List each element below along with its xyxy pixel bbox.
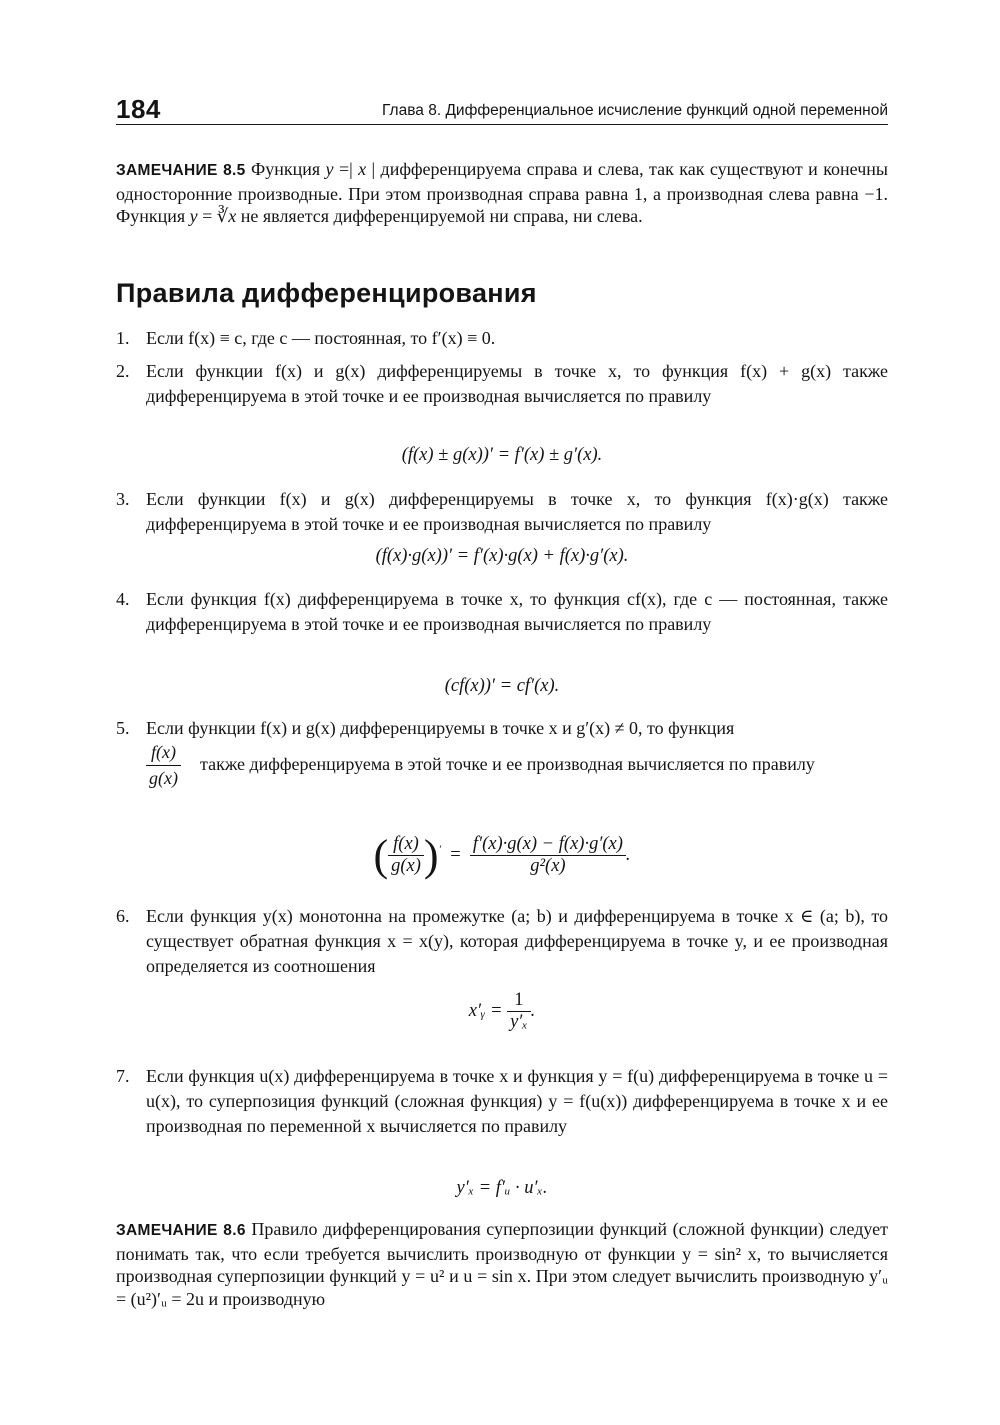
formula-end: . — [530, 1000, 536, 1021]
fraction-numerator: f′(x)·g(x) − f(x)·g′(x) — [470, 834, 626, 856]
math-var: x — [358, 159, 367, 179]
rule-number: 5. — [116, 718, 130, 738]
fraction-numerator: f(x) — [388, 834, 424, 856]
prime-mark: ′ — [438, 843, 441, 856]
header-rule — [116, 124, 888, 125]
rule-text: Если функция u(x) дифференцируема в точке x и функция y = f(u) дифференцируема в точке u = u(x), то суперпозиция функций (сложная функция) y = f(u(x)) дифференцируема в точке x и ее производная по переменной x вычисляется по правилу — [146, 1066, 888, 1136]
remark-8-6 — [116, 1218, 888, 1310]
fraction-denominator: g²(x) — [530, 856, 566, 876]
rule-number: 2. — [116, 361, 130, 381]
rule-4 — [116, 587, 888, 637]
formula-product-rule: (f(x)·g(x))′ = f′(x)·g(x) + f(x)·g′(x). — [375, 546, 629, 566]
remark-8-5 — [116, 158, 888, 228]
formula-quotient-rule — [116, 830, 888, 881]
remark-text: Функция — [245, 159, 326, 179]
remark-text: Правило дифференцирования суперпозиции функций (сложной функции) следует понимать так, что если требуется вычислить производную от функции y = sin² x, то вычисляется производная суперпозиции функций y = u² и u = sin x. При этом следует вычислить производную y′ᵤ = (u²)′ᵤ = 2u и производную — [116, 1219, 888, 1309]
rule-text-b: также дифференцируема в этой точке и ее производная вычисляется по правилу — [200, 754, 815, 774]
math-var: y — [189, 206, 198, 227]
fraction-numerator: 1 — [507, 990, 531, 1012]
rule-6 — [116, 904, 888, 979]
rule-number: 6. — [116, 906, 130, 926]
rule-number: 3. — [116, 489, 130, 509]
inverse-fraction — [507, 990, 531, 1033]
formula-lhs: x′ᵧ = — [468, 1000, 503, 1021]
formula-sum-rule: (f(x) ± g(x))′ = f′(x) ± g′(x). — [401, 445, 603, 465]
remark-label: ЗАМЕЧАНИЕ 8.5 — [116, 162, 246, 179]
rule-1 — [116, 326, 888, 351]
left-paren: ( — [373, 831, 389, 880]
rule-number: 7. — [116, 1066, 130, 1086]
rule-number: 4. — [116, 589, 130, 609]
rule-2 — [116, 359, 888, 409]
formula-chain-rule: y′ₓ = f′ᵤ · u′ₓ. — [456, 1178, 548, 1198]
equals-sign: = — [450, 844, 461, 865]
lhs-fraction — [388, 834, 424, 877]
math-var: x — [228, 206, 237, 227]
fraction-denominator: g(x) — [391, 856, 421, 876]
remark-text: не является дифференцируемой ни справа, ни слева. — [236, 206, 643, 227]
rule-text: Если функция y(x) монотонна на промежутке (a; b) и дифференцируема в точке x ∈ (a; b), то существует обратная функция x = x(y), которая дифференцируема в точке y, и ее производная определяется из соотношения — [146, 906, 888, 976]
formula-constant-rule: (cf(x))′ = cf′(x). — [444, 676, 560, 696]
rule-text: Если функции f(x) и g(x) дифференцируемы в точке x, то функция f(x) + g(x) также дифференцируема в этой точке и ее производная вычисляется по правилу — [146, 361, 888, 406]
remark-text: =| — [333, 159, 359, 179]
running-title: Глава 8. Дифференциальное исчисление функций одной переменной — [382, 102, 888, 119]
fraction-denominator: g(x) — [149, 768, 178, 788]
fraction-denominator: y′ₓ — [510, 1012, 528, 1032]
remark-text: = ∛ — [197, 206, 229, 227]
rule-text: Если функции f(x) и g(x) дифференцируемы в точке x, то функция f(x)·g(x) также дифференцируема в этой точке и ее производная вычисляется по правилу — [146, 489, 888, 534]
formula-end: . — [625, 844, 631, 865]
rule-text-a: Если функции f(x) и g(x) дифференцируемы в точке x и g′(x) ≠ 0, то функция — [146, 718, 735, 738]
math-var: y — [325, 159, 334, 179]
rule-text: Если функция f(x) дифференцируема в точке x, то функция cf(x), где c — постоянная, также дифференцируема в этой точке и ее производная вычисляется по правилу — [146, 589, 888, 634]
remark-label: ЗАМЕЧАНИЕ 8.6 — [116, 1222, 246, 1239]
formula-inverse-rule — [116, 990, 888, 1033]
rule-5 — [116, 716, 888, 741]
rule-7 — [116, 1064, 888, 1139]
fraction-numerator: f(x) — [146, 740, 181, 766]
remark-text: | дифференцируема справа и слева, так как существуют и конечны односторонние производные. При этом производная справа равна 1, а производная слева равна −1. Функция — [116, 159, 888, 227]
rule-text: Если f(x) ≡ c, где c — постоянная, то f′(x) ≡ 0. — [146, 328, 496, 348]
right-paren: ) — [423, 831, 439, 880]
rhs-fraction — [470, 834, 626, 877]
inline-fraction — [146, 740, 181, 791]
page-number: 184 — [116, 94, 161, 124]
rule-3 — [116, 487, 888, 537]
section-title: Правила дифференцирования — [116, 278, 537, 308]
rule-5-continuation — [200, 752, 890, 777]
rule-number: 1. — [116, 328, 130, 348]
